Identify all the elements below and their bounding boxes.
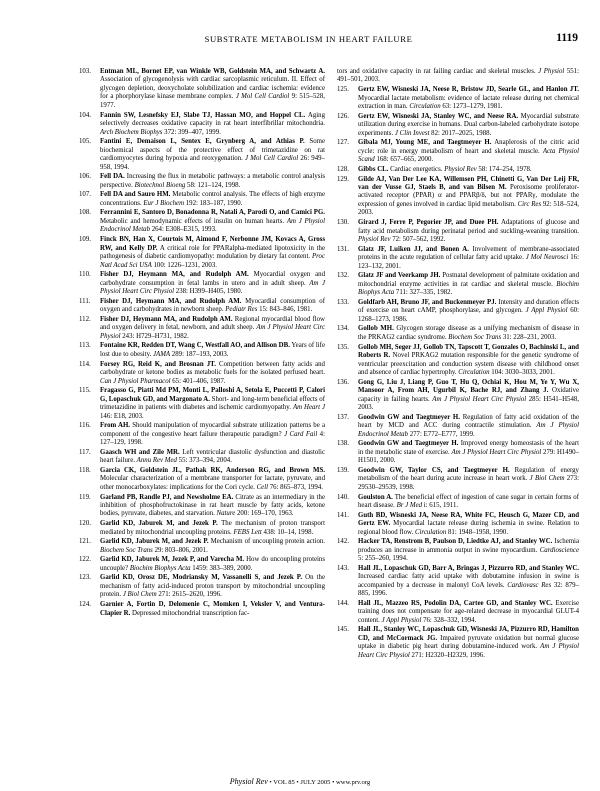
- reference-number: 134.: [337, 325, 349, 333]
- reference-authors: Fragasso G, Piatti Md PM, Monti L, Palloshi A, Setola E, Puccetti P, Calori G, Lopaschuk GD, and Margonato A.: [100, 387, 325, 403]
- reference-journal: Circ Res: [517, 200, 542, 208]
- reference-entry: [79, 138, 325, 172]
- reference-title: Glycogen storage disease as a unifying mechanism of disease in the PRKAG2 cardiac syndrome.: [358, 325, 579, 341]
- reference-journal: Am Heart J: [292, 404, 325, 412]
- reference-journal: Am J Physiol Heart Circ Physiol: [432, 395, 527, 403]
- reference-entry: [79, 467, 325, 492]
- reference-authors: From AH.: [100, 422, 131, 430]
- reference-journal: Am J Physiol Heart Circ Physiol: [451, 448, 542, 456]
- reference-journal: Biotechnol Bioeng: [134, 181, 186, 189]
- reference-authors: Gilde AJ, Van Der Lee KA, Willemsen PH, Chinetti G, Van Der Leij FR, van der Vusse GJ, Staels B, and van Bilsen M.: [358, 175, 579, 191]
- reference-journal: Nature: [216, 510, 236, 518]
- footer-issue: • VOL 85 • JULY 2005 •: [267, 779, 337, 786]
- reference-title: Short- and long-term beneficial effects of trimetazidine in patients with diabetes and ischemic cardiomyopathy.: [100, 395, 325, 412]
- reference-entry: [79, 173, 325, 190]
- reference-number: 139.: [337, 466, 349, 474]
- reference-citation: 372: 399–407, 1999.: [162, 128, 221, 136]
- reference-citation: 146: E18, 2003.: [100, 412, 144, 420]
- reference-citation: 32: 879–885, 1996.: [358, 581, 580, 598]
- reference-title: Adaptations of glucose and fatty acid metabolism during perinatal period and suckling-weaning transition.: [358, 219, 580, 235]
- reference-citation: 192: 183–187, 1990.: [184, 199, 243, 207]
- reference-title: The mechanism of proton transport mediated by mitochondrial uncoupling proteins.: [100, 520, 326, 536]
- reference-journal: Circulation: [414, 528, 447, 536]
- reference-authors: Gertz EW, Wisneski JA, Neese R, Bristow JD, Searle GL, and Hanlon JT.: [358, 86, 579, 94]
- reference-number: 111.: [79, 297, 91, 305]
- reference-entry: [79, 298, 325, 315]
- reference-citation: 289: 187–193, 2003.: [170, 350, 229, 358]
- reference-journal: Biochem Soc Trans: [100, 546, 153, 554]
- reference-title: A critical role for PPARalpha-mediated lipotoxicity in the pathogenesis of diabetic cardiomyopathy: modulation by dietary fat content.: [100, 244, 325, 261]
- reference-authors: Goldfarb AH, Bruno JF, and Buckenmeyer PJ.: [358, 298, 497, 306]
- reference-citation: 29: 803–806, 2001.: [152, 546, 208, 554]
- reference-entry: [337, 600, 579, 625]
- reference-entry: [79, 538, 325, 555]
- reference-title: Aging selectively decreases oxidative capacity in rat heart interfibrillar mitochondria.: [100, 111, 325, 128]
- reference-title: The beneficial effect of ingestion of cane sugar in certain forms of heart disease.: [358, 493, 579, 509]
- reference-entry: [79, 271, 325, 296]
- reference-number: 136.: [337, 378, 349, 386]
- reference-journal: J Appl Physiol: [525, 307, 568, 315]
- reference-journal: J Card Fail: [284, 430, 318, 438]
- reference-citation: 31: 228–231, 2003.: [501, 333, 557, 341]
- reference-number: 115.: [79, 387, 91, 395]
- reference-entry: [79, 112, 325, 137]
- reference-authors: Gong G, Liu J, Liang P, Guo T, Hu Q, Ochiai K, Hou M, Ye Y, Wu X, Mansoor A, From AH, Ugurbil K, Bache RJ, and Zhang J.: [358, 378, 579, 395]
- reference-journal: Cardiovasc Res: [507, 581, 552, 589]
- reference-authors: Garlid KD, Jaburek M, Jezek P, and Varecha M.: [100, 556, 245, 564]
- reference-citation: 60: 1268–1273, 1986.: [358, 307, 580, 323]
- reference-journal: J Biol Chem: [529, 475, 565, 483]
- reference-citation: 92: 518–524, 2003.: [358, 200, 579, 217]
- reference-citation: 76: 865–873, 1994.: [268, 483, 323, 491]
- reference-authors: Glatz JF and Veerkamp JH.: [358, 272, 441, 280]
- reference-journal: JAMA: [152, 350, 171, 358]
- reference-journal: J Appl Physiol: [381, 616, 422, 624]
- reference-citation: 76: 328–332, 1994.: [421, 616, 477, 624]
- reference-authors: Fell DA.: [100, 173, 125, 181]
- footer-journal: Physiol Rev: [229, 777, 268, 786]
- reference-journal: Am J Physiol Endocrinol Metab: [358, 422, 579, 438]
- reference-citation: 26: 949–958, 1994.: [100, 155, 325, 171]
- reference-journal: Eur J Biochem: [143, 199, 185, 207]
- reference-entry: [337, 440, 579, 465]
- reference-number: 137.: [337, 413, 349, 421]
- reference-entry: [337, 325, 579, 342]
- reference-title: Metabolic and hemodynamic effects of insulin on human hearts.: [100, 217, 287, 225]
- reference-entry: [337, 538, 579, 563]
- reference-entry: [79, 342, 325, 359]
- reference-title: On the mechanism of fatty acid-induced proton transport by mitochondrial uncoupling protein.: [100, 574, 325, 599]
- reference-citation: 65: 401–406, 1987.: [170, 377, 226, 385]
- reference-title: Postnatal development of palmitate oxidation and mitochondrial enzyme activities in rat cardiac and skeletal muscle.: [358, 272, 580, 288]
- reference-citation: 238: H399–H405, 1980.: [174, 288, 243, 296]
- reference-citation: 100: 1226–1231, 2003.: [151, 261, 217, 269]
- reference-journal: Am J Physiol Heart Circ Physiol: [100, 279, 326, 296]
- reference-column-left: [79, 68, 325, 619]
- reference-citation: 58: 121–124, 1998.: [185, 181, 241, 189]
- reference-number: 133.: [337, 298, 349, 306]
- reference-number: 128.: [337, 165, 349, 173]
- reference-number: 123.: [79, 574, 91, 582]
- reference-entry: [337, 176, 579, 218]
- reference-title: Regulation of energy metabolism of the heart during acute increase in heart work.: [358, 466, 579, 483]
- reference-entry: [79, 494, 325, 519]
- reference-entry: [79, 236, 325, 270]
- reference-journal: Cardioscience: [539, 546, 579, 554]
- page-number: 1119: [556, 32, 578, 44]
- reference-number: 114.: [79, 360, 91, 368]
- reference-entry: [337, 113, 579, 138]
- reference-citation: 273: 29530–29539, 1998.: [358, 475, 579, 491]
- reference-authors: Goodwin GW, Taylor CS, and Taegtmeyer H.: [358, 466, 510, 474]
- reference-authors: Fannin SW, Lesnefsky EJ, Slabe TJ, Hassan MO, and Hoppel CL.: [100, 111, 306, 119]
- reference-citation: 4: 127–129, 1998.: [100, 430, 325, 447]
- reference-title: Increasing the flux in metabolic pathways: a metabolic control analysis perspective.: [100, 173, 326, 189]
- reference-citation: 72: 507–562, 1992.: [390, 236, 446, 244]
- reference-authors: Garland PB, Randle PJ, and Newsholme EA.: [100, 493, 234, 501]
- reference-journal: FEBS Lett: [233, 528, 262, 536]
- reference-title: Regional myocardial blood flow and oxygen delivery in fetal, newborn, and adult sheep.: [100, 315, 325, 332]
- reference-citation: 5: 255–260, 1994.: [358, 555, 408, 563]
- reference-title: Should manipulation of myocardial substrate utilization patterns be a component of the congestive heart failure therapeutic paradigm?: [100, 422, 325, 438]
- reference-entry: [337, 166, 579, 174]
- reference-authors: Fisher DJ, Heymann MA, and Rudolph AM.: [100, 315, 233, 323]
- reference-column-right: [337, 68, 579, 662]
- reference-entry: [79, 422, 325, 447]
- reference-title: Exercise training does not compensate for age-related decrease in myocardial GLUT-4 content.: [358, 599, 579, 624]
- reference-entry: [79, 556, 325, 573]
- reference-title: Novel PRKAG2 mutation responsible for the genetic syndrome of ventricular preexcitation and conduction system disease with childhood onset and absence of cardiac hypertrophy.: [358, 352, 579, 377]
- reference-title: Intensity and duration effects of exercise on heart cAMP, phosphorylase, and glycogen.: [358, 298, 580, 315]
- reference-title: Myocardial substrate utilization during exercise in humans. Dual carbon-labeled carbohydrate isotope experiments.: [358, 112, 579, 137]
- reference-journal: Br J Med: [396, 501, 423, 509]
- reference-citation: 16: 123–132, 2001.: [358, 254, 579, 270]
- reference-citation: 1459: 383–389, 2000.: [190, 564, 253, 572]
- reference-entry: [337, 139, 579, 164]
- reference-authors: Garlid KD, Orosz DE, Modriansky M, Vassanelli S, and Jezek P.: [100, 574, 303, 582]
- running-head: SUBSTRATE METABOLISM IN HEART FAILURE: [204, 34, 413, 44]
- reference-number: 105.: [79, 138, 91, 146]
- footer-url: www.prv.org: [336, 779, 371, 786]
- reference-authors: Goodwin GW and Taegtmeyer H.: [358, 440, 459, 448]
- reference-journal: Biochim Biophys Acta: [358, 280, 579, 297]
- reference-authors: Forsey RG, Reid K, and Brosnan JT.: [100, 360, 216, 368]
- reference-title: Association of glycogenolysis with cardiac sarcoplasmic reticulum. II. Effect of glycogen depletion, deoxycholate solubilization and cardiac ischemia: evidence for a phorphorylase kinase membrane complex.: [100, 76, 325, 101]
- reference-title: Myocardial consumption of oxygen and carbohydrates in newborn sheep.: [100, 297, 325, 314]
- reference-number: 132.: [337, 272, 349, 280]
- reference-number: 127.: [337, 139, 349, 147]
- reference-number: 103.: [79, 68, 91, 75]
- reference-authors: Goulston A.: [358, 493, 393, 501]
- reference-number: 106.: [79, 173, 91, 181]
- reference-entry: [79, 191, 325, 208]
- reference-authors: Gollob MH.: [358, 325, 394, 333]
- reference-authors: Fell DA and Sauro HM.: [100, 191, 171, 199]
- reference-title: Left ventricular diastolic dysfunction and diastolic heart failure.: [100, 448, 325, 465]
- reference-entry: [337, 299, 579, 324]
- reference-citation: 551: 491–501, 2003.: [337, 68, 579, 84]
- reference-citation: 200: 169–170, 1963.: [235, 510, 294, 518]
- reference-entry: [79, 68, 325, 110]
- reference-number: 145.: [337, 626, 349, 634]
- reference-entry: [337, 565, 579, 599]
- reference-title: Oxidative capacity in failing hearts.: [358, 387, 579, 403]
- reference-authors: Gertz EW, Wisneski JA, Stanley WC, and Neese RA.: [358, 112, 519, 120]
- reference-journal: Physiol Rev: [358, 236, 391, 244]
- reference-authors: Gibala MJ, Young ME, and Taegtmeyer H.: [358, 139, 492, 147]
- reference-authors: Finck BN, Han X, Courtois M, Aimond F, Nerbonne JM, Kovacs A, Gross RW, and Kelly DP.: [100, 236, 325, 252]
- reference-title: Depressed mitochondrial transcription fac-: [130, 609, 250, 617]
- reference-number: 142.: [337, 538, 349, 546]
- reference-citation: 82: 2017–2025, 1988.: [429, 129, 492, 137]
- reference-number: 144.: [337, 599, 349, 607]
- reference-authors: Hall JL, Stanley WC, Lopaschuk GD, Wisneski JA, Pizzurro RD, Hamilton CD, and McCormack JG.: [358, 626, 579, 642]
- reference-entry: [337, 414, 579, 439]
- reference-authors: Goodwin GW and Taegtmeyer H.: [358, 413, 460, 421]
- reference-citation: 63: 1273–1279, 1981.: [440, 103, 503, 111]
- reference-entry: [79, 387, 325, 421]
- reference-number: 141.: [337, 511, 349, 519]
- reference-journal: Arch Biochem Biophys: [100, 128, 163, 136]
- reference-citation: 168: 657–665, 2000.: [374, 156, 434, 164]
- reference-number: 130.: [337, 219, 349, 227]
- reference-entry: [79, 574, 325, 599]
- reference-journal: J Clin Invest: [394, 129, 430, 137]
- reference-number: 112.: [79, 315, 91, 323]
- reference-number: 122.: [79, 556, 91, 564]
- reference-number: 143.: [337, 564, 349, 572]
- reference-authors: Guth BD, Wisneski JA, Neese RA, White FC, Heusch G, Mazer CD, and Gertz EW.: [358, 511, 579, 528]
- reference-number: 118.: [79, 466, 91, 474]
- reference-title: Years of life lost due to obesity.: [100, 342, 325, 358]
- reference-title: tors and oxidative capacity in rat failing cardiac and skeletal muscles.: [337, 68, 539, 75]
- reference-authors: Garlid KD, Jaburek M, and Jezek P.: [100, 520, 218, 528]
- reference-entry: [79, 601, 325, 618]
- reference-title: Ischemia produces an increase in ammonia output in swine myocardium.: [358, 538, 579, 554]
- reference-number: 125.: [337, 86, 349, 94]
- reference-journal: Annu Rev Med: [136, 457, 177, 465]
- reference-journal: J Mol Cell Cardiol: [235, 93, 290, 101]
- reference-citation: 277: E772–E777, 1999.: [408, 430, 475, 438]
- reference-journal: Am J Physiol Heart Circ Physiol: [358, 643, 579, 659]
- reference-citation: 9: 515–528, 1977.: [100, 93, 325, 109]
- reference-entry: [337, 512, 579, 537]
- reference-title: Peroxisome proliferator-activated receptor (PPAR) α and PPARβ/δ, but not PPARγ, modulate the expression of genes involved in cardiac lipid metabolism.: [358, 184, 579, 208]
- reference-citation: 55: 373–394, 2004.: [176, 457, 232, 465]
- reference-title: Impaired pyruvate oxidation but normal glucose uptake in diabetic pig heart during dobutamine-induced work.: [358, 634, 579, 651]
- reference-title: Citrate as an intermediary in the inhibition of phosphofructokinase in rat heart muscle by fatty acids, ketone bodies, pyruvate, diabetes, and starvation.: [100, 493, 326, 518]
- reference-number: 107.: [79, 191, 91, 199]
- reference-journal: Acta Physiol Scand: [358, 147, 579, 164]
- reference-citation: 271: 2615–2620, 1996.: [156, 591, 222, 599]
- reference-journal: Am J Physiol Endocrinol Metab: [100, 217, 325, 234]
- reference-number: 135.: [337, 343, 349, 351]
- reference-entry: [337, 344, 579, 378]
- reference-entry: [79, 316, 325, 341]
- reference-journal: Proc Natl Acad Sci USA: [100, 253, 325, 269]
- reference-journal: J Mol Cell Cardiol: [245, 155, 299, 163]
- reference-entry: [79, 520, 325, 537]
- reference-number: 121.: [79, 538, 91, 546]
- reference-authors: Garcia CK, Goldstein JL, Pathak RK, Anderson RG, and Brown MS.: [100, 466, 325, 474]
- reference-journal: Circulation: [409, 103, 441, 111]
- reference-citation: 81: 1948–1958, 1990.: [446, 528, 509, 536]
- reference-number: 119.: [79, 493, 91, 501]
- reference-number: 117.: [79, 448, 91, 456]
- reference-title: Increased cardiac fatty acid uptake with dobutamine infusion in swine is accompanied by a decrease in malonyl CoA levels.: [358, 573, 579, 589]
- reference-authors: Hall JL, Mazzeo RS, Podolin DA, Cartee GD, and Stanley WC.: [358, 599, 553, 607]
- reference-citation: 58: 174–254, 1978.: [476, 165, 532, 173]
- reference-citation: 711: 327–335, 1982.: [394, 289, 453, 297]
- reference-title: Improved energy homeostasis of the heart in the metabolic state of exercise.: [358, 440, 579, 456]
- reference-number: 108.: [79, 209, 91, 217]
- reference-journal: J Mol Neurosci: [525, 254, 569, 262]
- reference-entry: [337, 467, 579, 492]
- reference-citation: i: 615, 1911.: [422, 501, 459, 509]
- reference-number: 129.: [337, 175, 349, 183]
- reference-citation: 15: 843–846, 1981.: [257, 306, 313, 314]
- reference-title: Anaplerosis of the citric acid cycle: role in energy metabolism of heart and skeletal muscle.: [358, 139, 579, 155]
- reference-journal: Am J Physiol Heart Circ Physiol: [100, 324, 325, 340]
- reference-journal: Circulation: [458, 369, 490, 377]
- page-header: [79, 32, 578, 46]
- reference-title: Myocardial lactate release during ischemia in swine. Relation to regional blood flow.: [358, 520, 580, 536]
- reference-authors: Fontaine KR, Redden DT, Wang C, Westfall AO, and Allison DB.: [100, 342, 290, 350]
- reference-number: 131.: [337, 245, 349, 253]
- reference-journal: Pediatr Res: [225, 306, 258, 314]
- reference-authors: Fisher DJ, Heymann MA, and Rudolph AM.: [100, 271, 249, 279]
- reference-citation: 104: 3030–3033, 2001.: [489, 369, 555, 377]
- reference-number: 104.: [79, 111, 91, 119]
- reference-title: Mechanism of uncoupling protein action.: [208, 538, 326, 546]
- reference-number: 116.: [79, 422, 91, 430]
- reference-title: Myocardial lactate metabolism: evidence of lactate release during net chemical extraction in man.: [358, 94, 579, 111]
- reference-title: Molecular characterization of a membrane transporter for lactate, pyruvate, and other monocarboxylates: implications for the Cori cycle.: [100, 475, 325, 491]
- reference-authors: Gibbs CL.: [358, 165, 389, 173]
- reference-entry: [337, 272, 579, 297]
- reference-authors: Gollob MH, Seger JJ, Gollob TN, Tapscott T, Gonzales O, Bachinski L, and Roberts R.: [358, 343, 579, 360]
- reference-title: Involvement of membrane-associated proteins in the acute regulation of cellular fatty acid uptake.: [358, 245, 579, 262]
- reference-title: Some biochemical aspects of the protective effect of trimetazidine on rat cardiomyocytes during hypoxia and reoxygenation.: [100, 138, 325, 163]
- reference-entry: [337, 379, 579, 413]
- reference-entry: [337, 86, 579, 111]
- reference-number: 124.: [79, 601, 91, 609]
- reference-authors: Gaasch WH and Zile MR.: [100, 448, 180, 456]
- reference-number: 138.: [337, 440, 349, 448]
- reference-number: 126.: [337, 112, 349, 120]
- reference-authors: Hall JL, Lopaschuk GD, Barr A, Bringas J, Pizzurro RD, and Stanley WC.: [358, 564, 579, 572]
- reference-citation: 271: H2320–H2329, 1996.: [409, 651, 485, 659]
- reference-title: Metabolic control analysis. The effects of high enzyme concentrations.: [100, 191, 325, 207]
- reference-authors: Hacker TA, Renstrom B, Paulson D, Liedtke AJ, and Stanley WC.: [358, 538, 553, 546]
- reference-journal: Can J Physiol Pharmacol: [100, 377, 171, 385]
- reference-journal: Biochim Biophys Acta: [129, 564, 191, 572]
- reference-entry: [337, 246, 579, 271]
- reference-number: 120.: [79, 520, 91, 528]
- reference-journal: J Physiol: [538, 68, 565, 75]
- reference-entry: [337, 626, 579, 660]
- reference-title: Regulation of fatty acid oxidation of the heart by MCD and ACC during contractile stimulation.: [358, 413, 580, 430]
- reference-authors: Girard J, Ferre P, Pegorier JP, and Duee PH.: [358, 219, 499, 227]
- reference-entry: [79, 449, 325, 466]
- reference-authors: Fisher DJ, Heymann MA, and Rudolph AM.: [100, 297, 242, 305]
- reference-journal: Biochem Soc Trans: [448, 333, 502, 341]
- page-footer: [0, 777, 600, 786]
- reference-authors: Ferrannini E, Santoro D, Bonadonna R, Natali A, Parodi O, and Camici PG.: [100, 209, 325, 217]
- reference-number: 110.: [79, 271, 91, 279]
- reference-entry: [79, 209, 325, 234]
- reference-citation: 279: H1490–H1501, 2000.: [358, 448, 579, 465]
- reference-title: How do uncoupling proteins uncouple?: [100, 556, 326, 572]
- reference-authors: Fantini E, Demaison L, Sentex E, Grynberg A, and Athias P.: [100, 138, 305, 146]
- reference-citation: 264: E308–E315, 1993.: [150, 226, 217, 234]
- reference-citation: 285: H541–H548, 2003.: [358, 395, 580, 412]
- reference-journal: Physiol Rev: [444, 165, 477, 173]
- reference-entry: [337, 219, 579, 244]
- reference-citation: 243: H729–H731, 1982.: [120, 332, 189, 340]
- reference-authors: Glatz JF, Luiken JJ, and Bonen A.: [358, 245, 469, 253]
- reference-authors: Entman ML, Bornet EP, van Winkle WB, Goldstein MA, and Schwartz A.: [100, 68, 325, 75]
- reference-authors: Garnier A, Fortin D, Delomenie C, Momken I, Veksler V, and Ventura-Clapier R.: [100, 601, 325, 617]
- reference-number: 140.: [337, 493, 349, 501]
- reference-entry: [337, 68, 579, 85]
- reference-citation: 438: 10–14, 1998.: [261, 528, 314, 536]
- reference-number: 113.: [79, 342, 91, 350]
- reference-number: 109.: [79, 236, 91, 244]
- reference-entry: [337, 494, 579, 511]
- reference-title: Cardiac energetics.: [388, 165, 445, 173]
- reference-journal: Cell: [256, 483, 269, 491]
- reference-journal: J Biol Chem: [122, 591, 157, 599]
- reference-entry: [79, 361, 325, 386]
- reference-title: Competition between fatty acids and carbohydrate or ketone bodies as metabolic fuels for the isolated perfused heart.: [100, 360, 325, 377]
- reference-authors: Garlid KD, Jaburek M, and Jezek P.: [100, 538, 209, 546]
- reference-title: Myocardial oxygen and carbohydrate consumption in fetal lambs in utero and in adult sheep.: [100, 271, 325, 287]
